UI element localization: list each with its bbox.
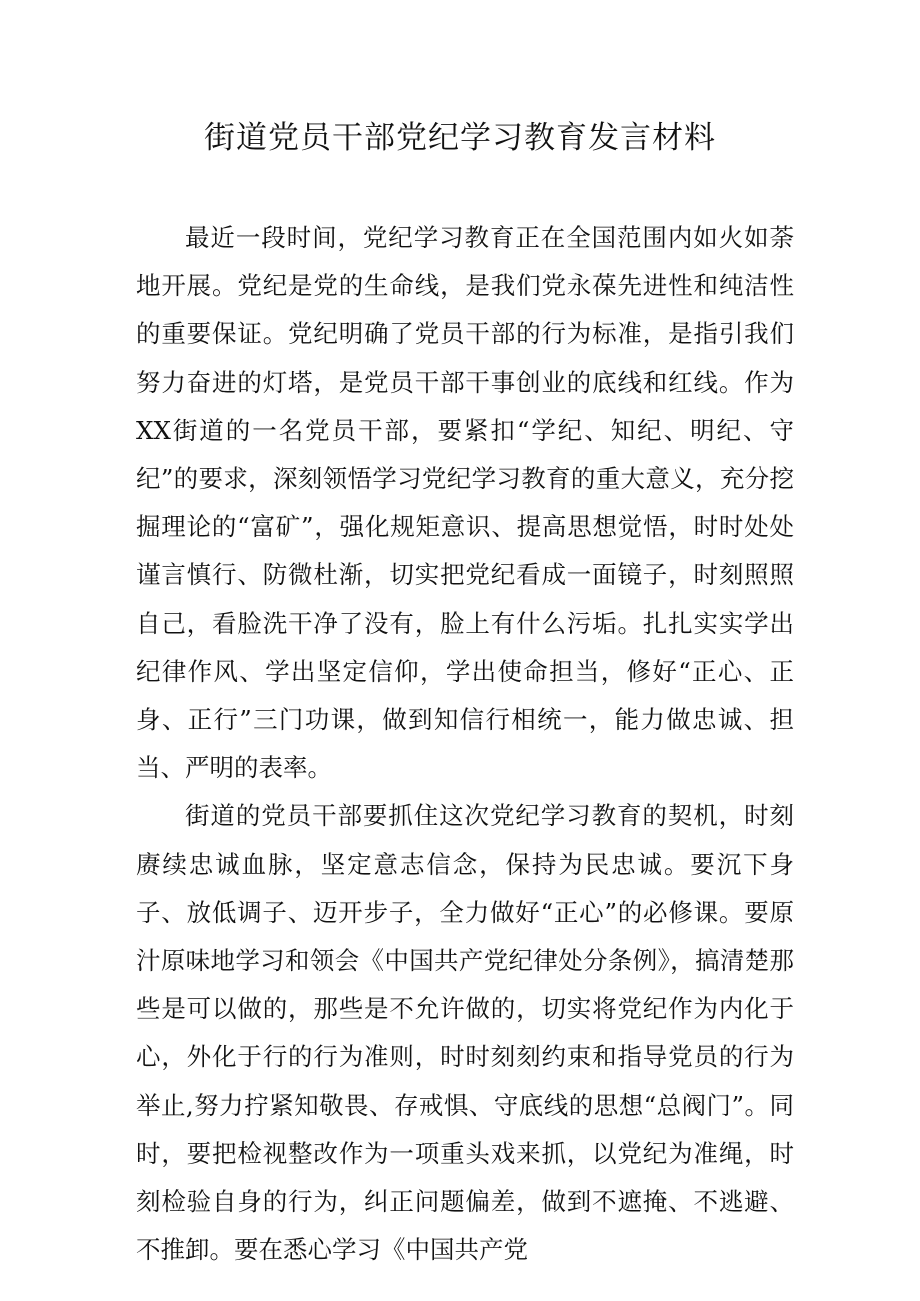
paragraph-2: 街道的党员干部要抓住这次党纪学习教育的契机，时刻赓续忠诚血脉，坚定意志信念，保持为民忠诚。要沉下身子、放低调子、迈开步子，全力做好“正心”的必修课。要原汁原味地学习和领会《中国共产党纪律处分条例》，搞清楚那些是可以做的，那些是不允许做的，切实将党纪作为内化于心，外化于行的行为准则，时时刻刻约束和指导党员的行为举止,努力拧紧知敬畏、存戒惧、守底线的思想“总阀门”。同时，要把检视整改作为一项重头戏来抓，以党纪为准绳，时刻检验自身的行为，纠正问题偏差，做到不遮掩、不逃避、不推卸。要在悉心学习《中国共产党	[136, 801, 794, 1265]
paragraph-1: 最近一段时间，党纪学习教育正在全国范围内如火如荼地开展。党纪是党的生命线，是我们党永葆先进性和纯洁性的重要保证。党纪明确了党员干部的行为标准，是指引我们努力奋进的灯塔，是党员干部干事创业的底线和红线。作为XX街道的一名党员干部，要紧扣“学纪、知纪、明纪、守纪”的要求，深刻领悟学习党纪学习教育的重大意义，充分挖掘理论的“富矿”，强化规矩意识、提高思想觉悟，时时处处谨言慎行、防微杜渐，切实把党纪看成一面镜子，时刻照照自己，看脸洗干净了没有，脸上有什么污垢。扎扎实实学出纪律作风、学出坚定信仰，学出使命担当，修好“正心、正身、正行”三门功课，做到知信行相统一，能力做忠诚、担当、严明的表率。	[136, 223, 794, 783]
document-title: 街道党员干部党纪学习教育发言材料	[204, 120, 716, 156]
document-body	[136, 214, 794, 1274]
